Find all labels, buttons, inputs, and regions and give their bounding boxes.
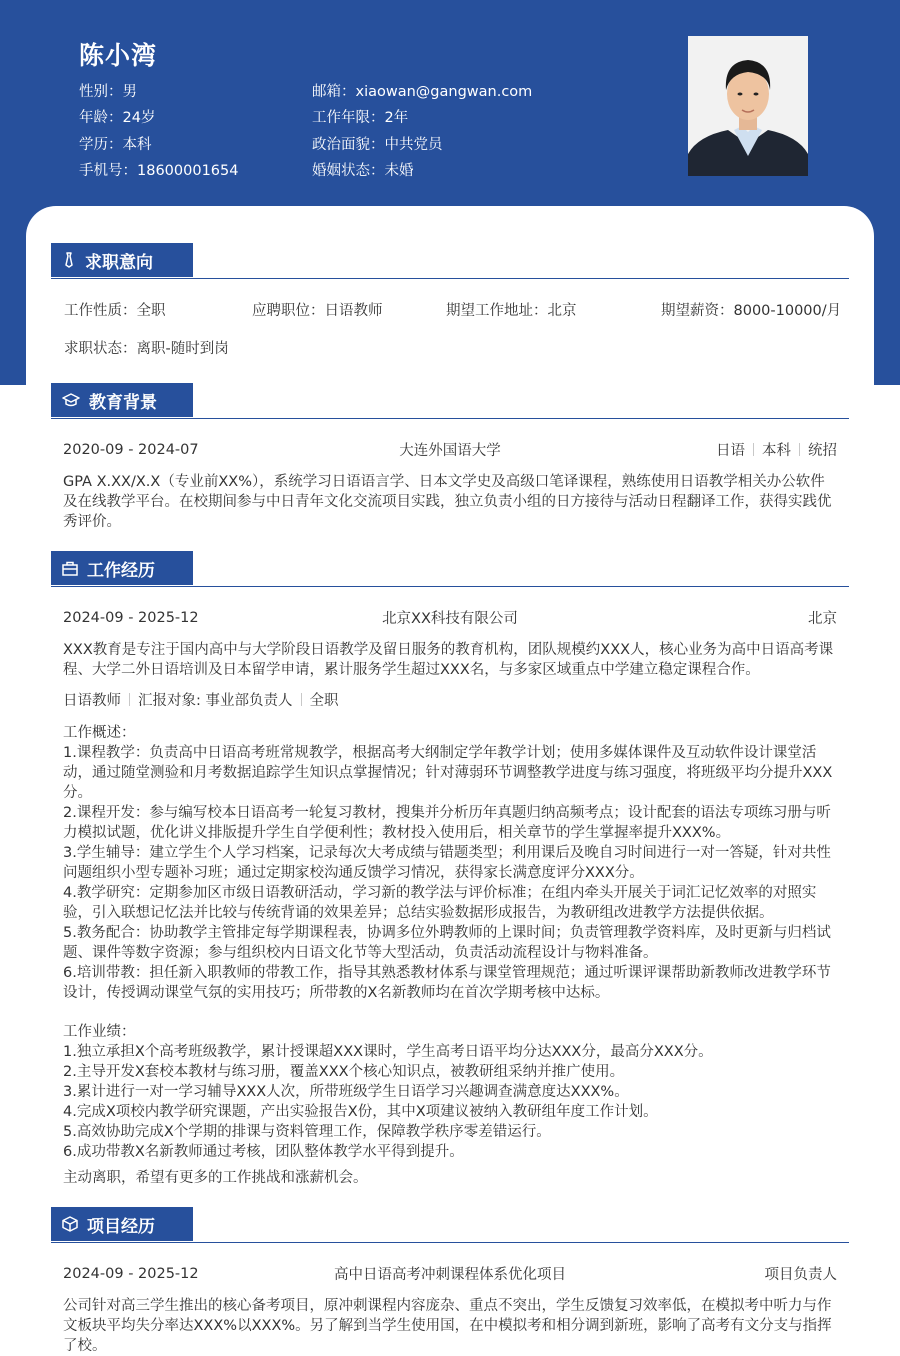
- work-years: 工作年限：2年: [312, 110, 409, 127]
- political-status: 政治面貌：中共党员: [312, 136, 443, 153]
- marital-status: 婚姻状态：未婚: [312, 162, 414, 179]
- project-name: 高中日语高考冲刺课程体系优化项目: [334, 1267, 566, 1283]
- work-tag: 日语教师: [63, 693, 121, 709]
- age: 年龄：24岁: [79, 110, 156, 127]
- leave-reason: 主动离职，希望有更多的工作挑战和涨薪机会。: [63, 1170, 368, 1186]
- tie-icon: [62, 252, 76, 268]
- section-header-intent: [51, 243, 849, 279]
- project-description: 公司针对高三学生推出的核心备考项目，原冲刺课程内容庞杂、重点不突出，学生反馈复习效率低，在模拟考中听力与作文板块平均失分率达XXX%以XXX%。另了解到当学生使用国，在中模拟考和相分调到新班，影响了高考有文分支与指挥了校。: [63, 1298, 832, 1354]
- section-title-intent: 求职意向: [85, 252, 153, 273]
- work-city: 北京: [808, 611, 837, 627]
- email: 邮箱：xiaowan@gangwan.com: [312, 84, 533, 100]
- achievement-title: 工作业绩：: [63, 1024, 136, 1040]
- work-date: 2024-09 - 2025-12: [63, 609, 199, 626]
- work-tag: 汇报对象: 事业部负责人: [138, 693, 293, 709]
- education-tags: [716, 439, 837, 460]
- achievement-item: 6.成功带教X名新教师通过考核，团队整体教学水平得到提升。: [63, 1144, 464, 1160]
- overview-item: 1.课程教学：负责高中日语高考班常规教学，根据高考大纲制定学年教学计划；使用多媒体课件及互动软件设计课堂活动，通过随堂测验和月考数据追踪学生知识点掌握情况；针对薄弱环节调整教学进度与练习强度，将班级平均分提升XXX分。: [63, 745, 833, 801]
- resume-content: [51, 243, 849, 1356]
- achievement-item: 4.完成X项校内教学研究课题，产出实验报告X份，其中X项建议被纳入教研组年度工作计划。: [63, 1104, 658, 1120]
- intent-row-2: [51, 337, 849, 358]
- work-overview: [51, 723, 849, 1003]
- achievement-item: 5.高效协助完成X个学期的排课与资料管理工作，保障教学秩序零差错运行。: [63, 1124, 551, 1140]
- work-achievements: [51, 1022, 849, 1162]
- education-description: GPA X.XX/X.X（专业前XX%），系统学习日语语言学、日本文学史及高级口笔译课程，熟练使用日语教学相关办公软件及在线教学平台。在校期间参与中日青年文化交流项目实践，独立负责小组的日方接待与活动日程翻译工作，获得实践优秀评价。: [63, 474, 832, 530]
- overview-title: 工作概述：: [63, 725, 136, 741]
- section-header-project: [51, 1207, 849, 1243]
- education-tag: 日语: [716, 443, 745, 459]
- location: 北京: [547, 303, 577, 319]
- section-header-education: [51, 383, 849, 419]
- graduation-cap-icon: [62, 393, 80, 407]
- gender: 性别：男: [79, 84, 137, 100]
- company-description: XXX教育是专注于国内高中与大学阶段日语教学及留日服务的教育机构，团队规模约XXX人，核心业务为高中日语高考课程、大学二外日语培训及日本留学申请，累计服务学生超过XXX名，与多家区域重点中学建立稳定课程合作。: [63, 642, 834, 678]
- overview-item: 5.教务配合：协助教学主管排定每学期课程表，协调多位外聘教师的上课时间；负责管理教学资料库，及时更新与归档试题、课件等数字资源；参与组织校内日语文化节等大型活动，负责活动流程设计与物料准备。: [63, 925, 831, 961]
- work-entry-header: [51, 607, 849, 628]
- profile-photo: [688, 36, 808, 176]
- education-entry-header: [51, 439, 849, 460]
- briefcase-icon: [62, 561, 78, 576]
- section-header-work: [51, 551, 849, 587]
- project-date: 2024-09 - 2025-12: [63, 1265, 199, 1282]
- section-title-work: 工作经历: [87, 560, 155, 581]
- candidate-name: 陈小湾: [79, 41, 158, 70]
- cube-icon: [62, 1216, 78, 1232]
- education-tag: 统招: [808, 443, 837, 459]
- overview-item: 3.学生辅导：建立学生个人学习档案，记录每次大考成绩与错题类型；利用课后及晚自习时间进行一对一答疑，针对共性问题组织小型专题补习班；通过定期家校沟通反馈学习情况，获得家长满意度评分XXX分。: [63, 845, 831, 881]
- overview-item: 6.培训带教：担任新入职教师的带教工作，指导其熟悉教材体系与课堂管理规范；通过听课评课帮助新教师改进教学环节设计，传授调动课堂气氛的实用技巧；所带教的X名新教师均在首次学期考核中达标。: [63, 965, 831, 1001]
- status-label: 求职状态：: [64, 341, 137, 357]
- work-tags: [51, 689, 849, 710]
- basic-info-right: [312, 82, 532, 187]
- project-role: 项目负责人: [764, 1267, 837, 1283]
- project-entry-header: [51, 1263, 849, 1284]
- section-title-project: 项目经历: [87, 1216, 155, 1237]
- location-label: 期望工作地址：: [446, 303, 548, 319]
- education-date: 2020-09 - 2024-07: [63, 441, 199, 458]
- position-label: 应聘职位：: [252, 303, 325, 319]
- position: 日语教师: [324, 303, 383, 319]
- education-tag: 本科: [762, 443, 791, 459]
- job-type: 全职: [136, 303, 166, 319]
- education-level: 学历：本科: [79, 136, 152, 153]
- intent-row-1: [51, 299, 849, 320]
- work-tag: 全职: [309, 693, 339, 709]
- salary-label: 期望薪资：: [661, 303, 734, 319]
- basic-info-left: [79, 82, 238, 187]
- phone: 手机号：18600001654: [79, 162, 239, 179]
- company-name: 北京XX科技有限公司: [382, 611, 518, 627]
- achievement-item: 3.累计进行一对一学习辅导XXX人次，所带班级学生日语学习兴趣调查满意度达XXX%。: [63, 1084, 629, 1100]
- job-type-label: 工作性质：: [64, 303, 137, 319]
- achievement-item: 1.独立承担X个高考班级教学，累计授课超XXX课时，学生高考日语平均分达XXX分，最高分XXX分。: [63, 1044, 713, 1060]
- salary: 8000-10000/月: [733, 303, 842, 319]
- section-title-education: 教育背景: [89, 392, 157, 413]
- overview-item: 4.教学研究：定期参加区市级日语教研活动，学习新的教学法与评价标准；在组内牵头开展关于词汇记忆效率的对照实验，引入联想记忆法并比较与传统背诵的效果差异；总结实验数据形成报告，为教研组改进教学方法提供依据。: [63, 885, 817, 921]
- achievement-item: 2.主导开发X套校本教材与练习册，覆盖XXX个核心知识点，被教研组采纳并推广使用。: [63, 1064, 625, 1080]
- job-status: 离职-随时到岗: [136, 341, 229, 357]
- overview-item: 2.课程开发：参与编写校本日语高考一轮复习教材，搜集并分析历年真题归纳高频考点；设计配套的语法专项练习册与听力模拟试题，优化讲义排版提升学生自学便利性；教材投入使用后，相关章节的学生掌握率提升XXX%。: [63, 805, 831, 841]
- school-name: 大连外国语大学: [399, 443, 501, 459]
